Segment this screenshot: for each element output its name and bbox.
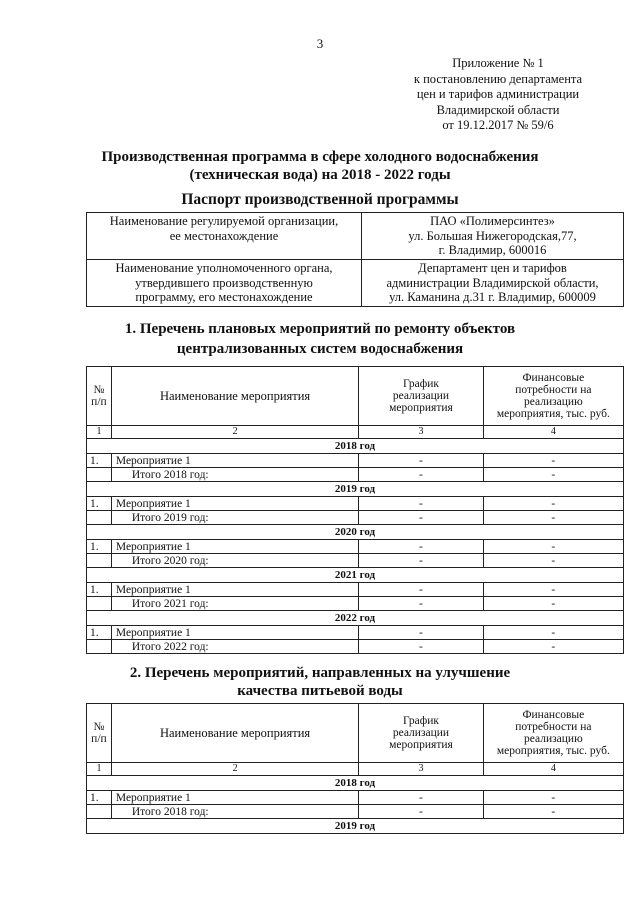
year-row: [87, 611, 624, 626]
column-number: 3: [359, 426, 483, 439]
row-number: 1.: [87, 583, 112, 597]
header-text: потребности на: [515, 384, 592, 396]
passport-text: программу, его местонахождение: [135, 290, 313, 304]
year-label: 2022 год: [87, 611, 624, 626]
header-text: мероприятия, тыс. руб.: [496, 408, 610, 420]
header-text: реализацию: [524, 733, 583, 745]
row-number-empty: [87, 468, 112, 482]
event-name: Мероприятие 1: [111, 791, 358, 805]
table-header-row: [87, 704, 624, 763]
passport-label: [87, 260, 362, 307]
header-text: реализации: [392, 390, 450, 402]
row-number: 1.: [87, 497, 112, 511]
event-name: Мероприятие 1: [111, 540, 358, 554]
year-row: [87, 776, 624, 791]
total-label: Итого 2020 год:: [111, 554, 358, 568]
passport-heading: Паспорт производственной программы: [181, 191, 459, 208]
event-name: Мероприятие 1: [111, 583, 358, 597]
column-number: 3: [359, 763, 483, 776]
schedule-value: -: [359, 554, 483, 568]
header-text: мероприятия: [389, 739, 453, 751]
finance-value: -: [483, 497, 623, 511]
passport-table: [86, 212, 624, 307]
finance-value: -: [483, 791, 623, 805]
header-schedule: [359, 367, 483, 426]
year-label: 2018 год: [87, 439, 624, 454]
year-label: 2021 год: [87, 568, 624, 583]
event-name: Мероприятие 1: [111, 626, 358, 640]
column-number: 1: [87, 763, 112, 776]
total-row: [87, 640, 624, 654]
appendix-line: к постановлению департамента: [413, 71, 583, 86]
year-row: [87, 482, 624, 497]
schedule-value: -: [359, 805, 483, 819]
year-row: [87, 439, 624, 454]
column-number: 1: [87, 426, 112, 439]
passport-value: [362, 260, 624, 307]
appendix-line: цен и тарифов администрации: [416, 87, 580, 101]
total-row: [87, 511, 624, 525]
finance-value: -: [483, 468, 623, 482]
total-label: Итого 2019 год:: [111, 511, 358, 525]
total-row: [87, 554, 624, 568]
passport-value: [362, 213, 624, 260]
header-num: [87, 704, 112, 763]
table-row: [87, 497, 624, 511]
table-row: [87, 540, 624, 554]
total-label: Итого 2021 год:: [111, 597, 358, 611]
header-text: №: [93, 384, 105, 396]
column-number: 4: [483, 426, 623, 439]
page-number: 3: [316, 36, 324, 51]
row-number-empty: [87, 511, 112, 525]
header-schedule: [359, 704, 483, 763]
row-number-empty: [87, 597, 112, 611]
row-number-empty: [87, 554, 112, 568]
row-number: 1.: [87, 626, 112, 640]
header-finance: [483, 367, 623, 426]
passport-text: ПАО «Полимерсинтез»: [430, 214, 555, 228]
header-text: График: [402, 378, 439, 390]
appendix-line: Владимирской области: [436, 102, 560, 117]
finance-value: -: [483, 554, 623, 568]
header-text: потребности на: [515, 721, 592, 733]
header-name: Наименование мероприятия: [111, 704, 358, 763]
year-row: [87, 568, 624, 583]
column-number: 2: [111, 426, 358, 439]
schedule-value: -: [359, 454, 483, 468]
appendix-block: [398, 56, 598, 134]
header-text: реализации: [392, 727, 450, 739]
total-row: [87, 805, 624, 819]
finance-value: -: [483, 626, 623, 640]
finance-value: -: [483, 640, 623, 654]
header-text: №: [93, 721, 105, 733]
table-row: [87, 583, 624, 597]
schedule-value: -: [359, 626, 483, 640]
passport-text: г. Владимир, 600016: [438, 243, 547, 257]
year-label: 2019 год: [87, 482, 624, 497]
passport-row: [87, 260, 624, 307]
header-name: Наименование мероприятия: [111, 367, 358, 426]
row-number: 1.: [87, 791, 112, 805]
finance-value: -: [483, 540, 623, 554]
passport-row: [87, 213, 624, 260]
header-num: [87, 367, 112, 426]
year-label: 2018 год: [87, 776, 624, 791]
finance-value: -: [483, 805, 623, 819]
event-name: Мероприятие 1: [111, 497, 358, 511]
header-text: Финансовые: [522, 709, 585, 721]
header-text: мероприятия, тыс. руб.: [496, 745, 610, 757]
header-text: мероприятия: [389, 402, 453, 414]
section2-title-line1: 2. Перечень мероприятий, направленных на улучшение: [129, 665, 511, 681]
year-label: 2020 год: [87, 525, 624, 540]
table-row: [87, 454, 624, 468]
schedule-value: -: [359, 497, 483, 511]
header-text: п/п: [91, 396, 107, 408]
schedule-value: -: [359, 468, 483, 482]
schedule-value: -: [359, 511, 483, 525]
document-title-line2: (техническая вода) на 2018 - 2022 годы: [189, 167, 451, 183]
passport-label: [87, 213, 362, 260]
section2-table: [86, 703, 624, 834]
finance-value: -: [483, 511, 623, 525]
row-number: 1.: [87, 540, 112, 554]
section1-table: [86, 366, 624, 654]
section2-title-line2: качества питьевой воды: [237, 683, 403, 699]
row-number: 1.: [87, 454, 112, 468]
total-label: Итого 2018 год:: [111, 468, 358, 482]
schedule-value: -: [359, 540, 483, 554]
header-text: реализацию: [524, 396, 583, 408]
passport-text: Наименование уполномоченного органа,: [115, 261, 333, 275]
appendix-line: Приложение № 1: [452, 56, 544, 70]
finance-value: -: [483, 454, 623, 468]
total-row: [87, 468, 624, 482]
table-row: [87, 791, 624, 805]
passport-text: ее местонахождение: [169, 228, 279, 243]
schedule-value: -: [359, 640, 483, 654]
total-label: Итого 2022 год:: [111, 640, 358, 654]
passport-text: ул. Каманина д.31 г. Владимир, 600009: [389, 290, 596, 304]
header-text: Финансовые: [522, 372, 585, 384]
header-finance: [483, 704, 623, 763]
column-number-row: [87, 426, 624, 439]
total-row: [87, 597, 624, 611]
schedule-value: -: [359, 791, 483, 805]
passport-text: ул. Большая Нижегородская,77,: [408, 228, 577, 243]
section1-title-line2: централизованных систем водоснабжения: [176, 341, 464, 357]
appendix-line: от 19.12.2017 № 59/6: [442, 118, 554, 132]
finance-value: -: [483, 583, 623, 597]
header-text: График: [402, 715, 439, 727]
column-number: 2: [111, 763, 358, 776]
table-row: [87, 626, 624, 640]
row-number-empty: [87, 640, 112, 654]
schedule-value: -: [359, 583, 483, 597]
year-row: [87, 819, 624, 834]
event-name: Мероприятие 1: [111, 454, 358, 468]
passport-text: администрации Владимирской области,: [386, 275, 599, 290]
table-header-row: [87, 367, 624, 426]
passport-text: Наименование регулируемой организации,: [109, 214, 339, 228]
column-number: 4: [483, 763, 623, 776]
row-number-empty: [87, 805, 112, 819]
header-text: п/п: [91, 733, 107, 745]
passport-text: Департамент цен и тарифов: [418, 261, 567, 275]
schedule-value: -: [359, 597, 483, 611]
document-title-line1: Производственная программа в сфере холодного водоснабжения: [101, 149, 539, 165]
section1-title-line1: 1. Перечень плановых мероприятий по ремонту объектов: [124, 321, 516, 337]
finance-value: -: [483, 597, 623, 611]
year-row: [87, 525, 624, 540]
column-number-row: [87, 763, 624, 776]
year-label: 2019 год: [87, 819, 624, 834]
total-label: Итого 2018 год:: [111, 805, 358, 819]
passport-text: утвердившего производственную: [135, 275, 313, 290]
